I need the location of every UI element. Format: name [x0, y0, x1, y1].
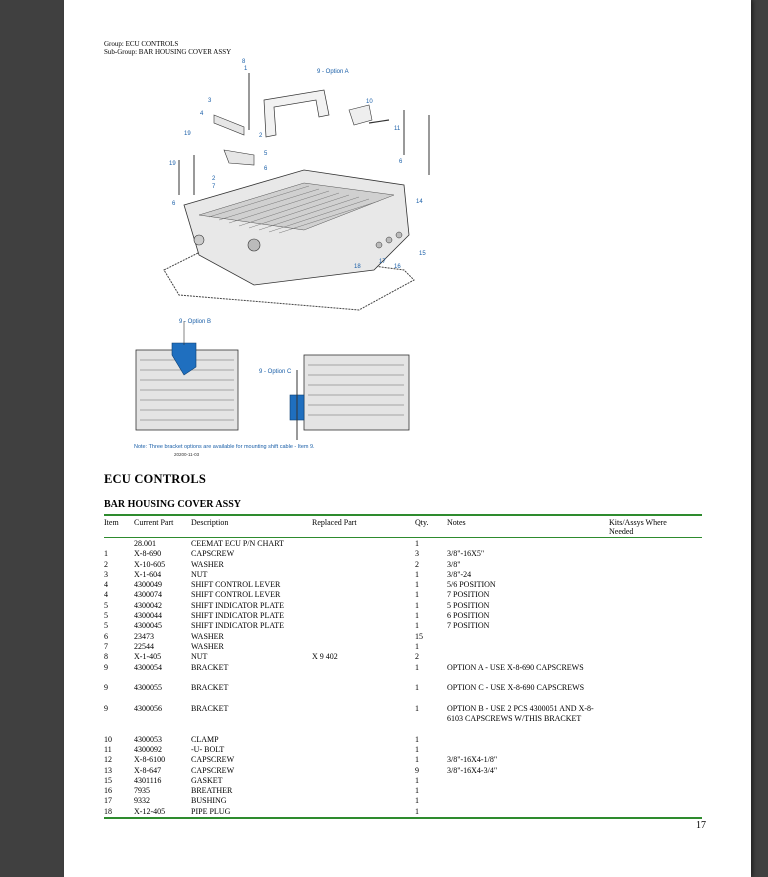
- table-row: [104, 766, 702, 776]
- callout-2b: 2: [212, 176, 216, 182]
- cell-current-part: 7935: [134, 786, 150, 796]
- callout-3: 3: [208, 98, 212, 104]
- cell-qty: 1: [415, 755, 419, 765]
- header-item: Item: [104, 518, 119, 527]
- header-kits: Kits/Assys Where Needed: [609, 518, 667, 536]
- callout-4: 4: [200, 111, 204, 117]
- cell-current-part: 4300056: [134, 703, 162, 713]
- callout-19b: 19: [169, 161, 176, 167]
- cell-qty: 1: [415, 580, 419, 590]
- cell-description: CAPSCREW: [191, 755, 235, 765]
- cell-notes: OPTION A - USE X-8-690 CAPSCREWS: [447, 662, 584, 672]
- cell-item: 6: [104, 631, 108, 641]
- cell-current-part: 4300045: [134, 621, 162, 631]
- cell-description: SHIFT INDICATOR PLATE: [191, 621, 285, 631]
- cell-item: 10: [104, 734, 112, 744]
- cell-item: 15: [104, 775, 112, 785]
- table-row: [104, 755, 702, 765]
- callout-18: 18: [354, 264, 361, 270]
- table-row: [104, 580, 702, 590]
- cell-notes: OPTION C - USE X-8-690 CAPSCREWS: [447, 683, 585, 693]
- cell-notes: 5 POSITION: [447, 600, 490, 610]
- cell-notes: OPTION B - USE 2 PCS 4300051 AND X-8-6103 CAPSCREWS W/THIS BRACKET: [447, 703, 594, 724]
- table-row: [104, 786, 702, 796]
- cell-item: 11: [104, 744, 112, 754]
- callout-7: 7: [212, 184, 216, 190]
- cell-current-part: X-10-605: [134, 559, 166, 569]
- cell-current-part: X-8-690: [134, 549, 162, 559]
- cell-description: BRACKET: [191, 683, 229, 693]
- cell-description: BRACKET: [191, 703, 229, 713]
- section-subtitle: BAR HOUSING COVER ASSY: [104, 499, 241, 510]
- cell-notes: 5/6 POSITION: [447, 580, 496, 590]
- cell-current-part: X-8-6100: [134, 755, 166, 765]
- cell-item: 17: [104, 796, 112, 806]
- cell-description: NUT: [191, 569, 208, 579]
- cell-qty: 1: [415, 611, 419, 621]
- table-row: [104, 570, 702, 580]
- cell-item: 9: [104, 662, 108, 672]
- cell-notes: 3/8"-24: [447, 569, 472, 579]
- callout-6b: 6: [264, 166, 268, 172]
- cell-item: 5: [104, 621, 108, 631]
- callout-2: 2: [259, 133, 263, 139]
- group-label: Group: ECU CONTROLS: [104, 40, 179, 48]
- table-header-rule: [104, 537, 702, 538]
- page-number: 17: [696, 820, 706, 831]
- cell-current-part: 4300049: [134, 580, 162, 590]
- cell-item: 2: [104, 559, 108, 569]
- cell-qty: 1: [415, 621, 419, 631]
- cell-current-part: 4300074: [134, 590, 162, 600]
- callout-19: 19: [184, 131, 191, 137]
- exploded-parts-diagram: [104, 55, 434, 465]
- option-c-label: 9 - Option C: [259, 369, 292, 375]
- cell-qty: 1: [415, 744, 419, 754]
- table-row: [104, 796, 702, 806]
- table-row: [104, 735, 702, 745]
- cell-current-part: 4300042: [134, 600, 162, 610]
- group-header: [104, 40, 231, 56]
- cell-current-part: X-1-405: [134, 652, 162, 662]
- callout-6c: 6: [172, 201, 176, 207]
- header-qty: Qty.: [415, 518, 429, 527]
- cell-description: BRACKET: [191, 662, 229, 672]
- subgroup-label: Sub-Group: BAR HOUSING COVER ASSY: [104, 48, 232, 56]
- callout-16: 16: [394, 264, 401, 270]
- table-row: [104, 539, 702, 549]
- callout-10: 10: [366, 99, 373, 105]
- cell-current-part: 4300055: [134, 683, 162, 693]
- cell-item: 8: [104, 652, 108, 662]
- callout-9-option-a: 9 - Option A: [317, 69, 349, 75]
- cell-current-part: X-12-405: [134, 806, 166, 816]
- cell-current-part: 23473: [134, 631, 154, 641]
- callout-6: 6: [399, 159, 403, 165]
- cell-item: 4: [104, 580, 108, 590]
- cell-description: PIPE PLUG: [191, 806, 231, 816]
- cell-item: 16: [104, 786, 112, 796]
- table-row: [104, 745, 702, 755]
- cell-item: 18: [104, 806, 112, 816]
- cell-description: SHIFT CONTROL LEVER: [191, 580, 281, 590]
- cell-description: CEEMAT ECU P/N CHART: [191, 539, 284, 548]
- table-row: [104, 549, 702, 559]
- cell-replaced-part: X 9 402: [312, 652, 338, 662]
- cell-description: BREATHER: [191, 786, 233, 796]
- cell-current-part: 4300044: [134, 611, 162, 621]
- cell-current-part: 28.001: [134, 539, 156, 548]
- table-row: [104, 621, 702, 631]
- document-page: [64, 0, 751, 877]
- cell-qty: 1: [415, 796, 419, 806]
- cell-notes: 7 POSITION: [447, 621, 490, 631]
- cell-description: BUSHING: [191, 796, 227, 806]
- cell-notes: 3/8": [447, 559, 461, 569]
- cell-item: 5: [104, 611, 108, 621]
- cell-item: 13: [104, 765, 112, 775]
- cell-description: WASHER: [191, 641, 224, 651]
- table-row: [104, 807, 702, 817]
- cell-item: 12: [104, 755, 112, 765]
- cell-description: SHIFT CONTROL LEVER: [191, 590, 281, 600]
- cell-qty: 9: [415, 765, 419, 775]
- cell-notes: 7 POSITION: [447, 590, 490, 600]
- table-row: [104, 560, 702, 570]
- header-replaced-part: Replaced Part: [312, 518, 357, 527]
- callout-11: 11: [394, 126, 401, 132]
- cell-qty: 3: [415, 549, 419, 559]
- option-b-view: [136, 319, 238, 430]
- header-description: Description: [191, 518, 229, 527]
- cell-current-part: 4300053: [134, 734, 162, 744]
- cell-current-part: 22544: [134, 641, 154, 651]
- cell-qty: 1: [415, 775, 419, 785]
- table-row: [104, 776, 702, 786]
- parts-table-body: [104, 539, 702, 817]
- cell-item: 9: [104, 683, 108, 693]
- table-row: [104, 652, 702, 662]
- table-row: [104, 611, 702, 621]
- cell-qty: 1: [415, 703, 419, 713]
- cell-description: WASHER: [191, 631, 224, 641]
- table-top-rule: [104, 514, 702, 516]
- cell-notes: 3/8"-16X4-1/8": [447, 755, 498, 765]
- cell-item: 9: [104, 703, 108, 713]
- cell-description: WASHER: [191, 559, 224, 569]
- cell-qty: 1: [415, 683, 419, 693]
- cell-current-part: 4300092: [134, 744, 162, 754]
- cell-current-part: X-8-647: [134, 765, 162, 775]
- cell-qty: 1: [415, 590, 419, 600]
- cell-description: SHIFT INDICATOR PLATE: [191, 600, 285, 610]
- table-bottom-rule: [104, 817, 702, 819]
- cell-qty: 1: [415, 600, 419, 610]
- option-c-view: [259, 355, 409, 440]
- header-current-part: Current Part: [134, 518, 174, 527]
- drawing-code: 20200-11-03: [174, 452, 200, 457]
- cell-qty: 1: [415, 806, 419, 816]
- cell-item: 4: [104, 590, 108, 600]
- cell-notes: 6 POSITION: [447, 611, 490, 621]
- cell-description: NUT: [191, 652, 208, 662]
- cell-qty: 1: [415, 734, 419, 744]
- cell-qty: 1: [415, 662, 419, 672]
- cell-current-part: 9332: [134, 796, 150, 806]
- cell-qty: 2: [415, 652, 419, 662]
- callout-14: 14: [416, 199, 423, 205]
- cell-qty: 1: [415, 539, 419, 548]
- cell-description: CAPSCREW: [191, 765, 235, 775]
- option-b-label: 9 - Option B: [179, 319, 212, 325]
- header-notes: Notes: [447, 518, 466, 527]
- cell-item: 1: [104, 549, 108, 559]
- cell-current-part: 4300054: [134, 662, 162, 672]
- callout-5: 5: [264, 151, 268, 157]
- cell-item: 3: [104, 569, 108, 579]
- cell-qty: 1: [415, 786, 419, 796]
- cell-notes: 3/8"-16X4-3/4": [447, 765, 498, 775]
- cell-qty: 15: [415, 631, 423, 641]
- table-row: [104, 683, 702, 704]
- cell-notes: 3/8"-16X5": [447, 549, 485, 559]
- table-row: [104, 663, 702, 684]
- cell-qty: 1: [415, 641, 419, 651]
- cell-current-part: 4301116: [134, 775, 162, 785]
- cell-description: CAPSCREW: [191, 549, 235, 559]
- cell-qty: 2: [415, 559, 419, 569]
- cell-qty: 1: [415, 569, 419, 579]
- callout-1: 1: [244, 66, 248, 72]
- cell-description: GASKET: [191, 775, 223, 785]
- table-row: [104, 632, 702, 642]
- cell-item: 7: [104, 641, 108, 651]
- diagram-note: Note: Three bracket options are available for mounting shift cable - Item 9.: [134, 444, 315, 450]
- table-row: [104, 642, 702, 652]
- callout-15: 15: [419, 251, 426, 257]
- cell-item: 5: [104, 600, 108, 610]
- table-row: [104, 590, 702, 600]
- cell-current-part: X-1-604: [134, 569, 162, 579]
- cell-description: SHIFT INDICATOR PLATE: [191, 611, 285, 621]
- callout-17: 17: [379, 259, 386, 265]
- table-row: [104, 704, 702, 735]
- table-row: [104, 601, 702, 611]
- cell-description: -U- BOLT: [191, 744, 225, 754]
- callout-8: 8: [242, 59, 246, 65]
- section-title: ECU CONTROLS: [104, 472, 207, 486]
- cell-description: CLAMP: [191, 734, 219, 744]
